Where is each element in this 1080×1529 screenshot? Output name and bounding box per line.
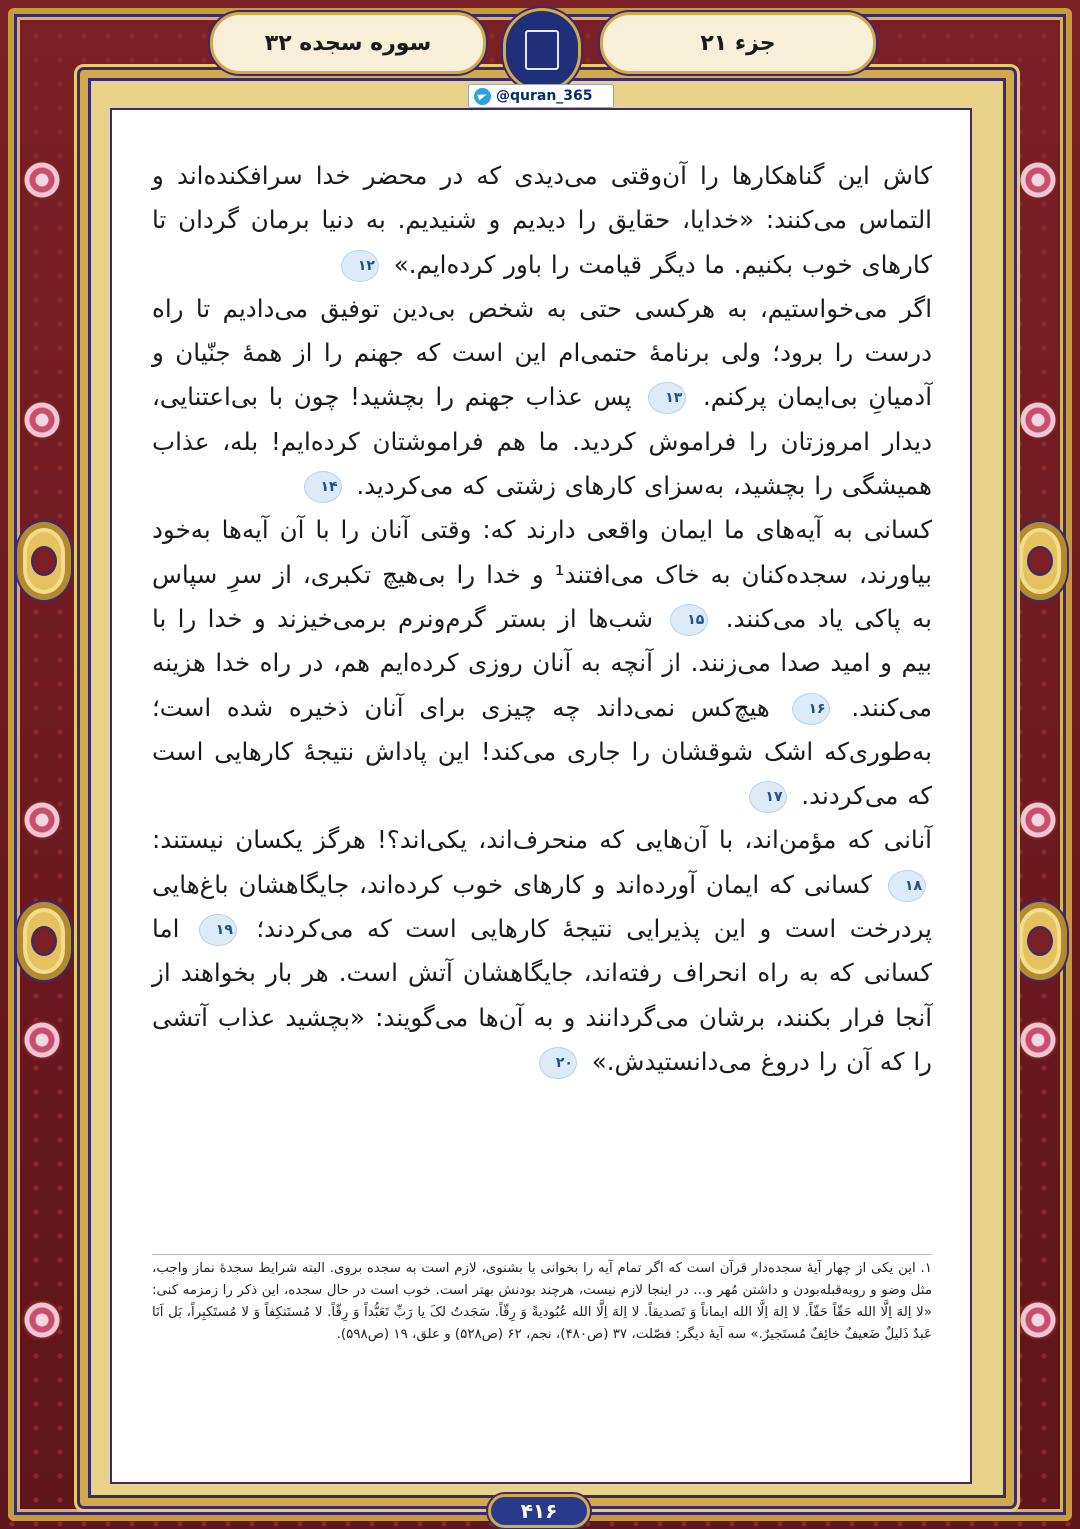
rosette-ornament: [22, 1300, 62, 1340]
verse-number: ۱۵: [670, 604, 708, 636]
verse-paragraph: [152, 508, 932, 818]
verse-text: کاش این گناهکارها را آن‌وقتی می‌دیدی که در محضر خدا سرافکنده‌اند و التماس می‌کنند: «خدایا، حقایق را دیدیم و شنیدیم. به دنیا برمان گردان تا کارهای خوب بکنیم. ما دیگر قیامت را باور کرده‌ایم.»: [152, 161, 932, 279]
verse-text: آنانی که مؤمن‌اند، با آن‌هایی که منحرف‌اند، یکی‌اند؟! هرگز یکسان نیستند:: [152, 825, 932, 855]
rosette-ornament: [1018, 1300, 1058, 1340]
rosette-ornament: [22, 400, 62, 440]
rosette-ornament: [1018, 800, 1058, 840]
page-number: ۴۱۶: [488, 1494, 590, 1528]
verse-text: شب‌ها از بستر گرم‌ونرم برمی‌خیزند و خدا را با بیم و امید صدا می‌زنند. از آنچه به آنان روزی کرده‌ایم هم، در راه خدا هزینه می‌کنند.: [152, 603, 932, 722]
verse-paragraph: [152, 287, 932, 508]
text-panel: [110, 108, 972, 1484]
verse-text: اگر می‌خواستیم، به هرکسی حتی به شخص بی‌دین توفیق می‌دادیم تا راه درست را برود؛ ولی برنامهٔ حتمی‌ام این است که جهنم را از همهٔ جنّیان و آدمیانِ بی‌ایمان پرکنم.: [152, 293, 932, 412]
verse-number: ۱۹: [199, 914, 237, 946]
medallion-ornament: [1011, 900, 1069, 982]
juz-cartouche: [600, 12, 876, 74]
verse-paragraph: [152, 818, 932, 1084]
medallion-ornament: [15, 900, 73, 982]
logo-icon: [525, 30, 559, 70]
medallion-ornament: [15, 520, 73, 602]
surah-cartouche: [210, 12, 486, 74]
footnote: ۱. این یکی از چهار آیهٔ سجده‌دار قرآن است که اگر تمام آیه را بخوانی یا بشنوی، لازم است به سجده بروی. البته شرایط سجدهٔ نماز واجب، مثل وضو و روبه‌قبله‌بودن و داشتن مُهر و... در اینجا لازم نیست، هرچند بودنش بهتر است. خوب است در حال سجده، این ذکر را زمزمه کنی: «لا اِلهَ اِلَّا الله حَقّاً حَقّاً. لا اِلهَ اِلَّا الله ایماناً وَ تَصدیقاً. لا اِلهَ اِلَّا الله عُبُودیةً وَ رِقّاً. سَجَدتُ لکَ یا رَبِّ تَعَبُّداً وَ رِقّاً. لا مُستَنکِفاً وَ لا مُستَکبِراً، بَل اَنَا عَبدٌ ذَلیلٌ ضَعیفٌ خائِفٌ مُستَجیرٌ.» سه آیهٔ دیگر: فصّلت، ۳۷ (ص۴۸۰)، نجم، ۶۲ (ص۵۲۸) و علق، ۱۹ (ص۵۹۸).: [152, 1261, 932, 1342]
verse-text: هیچ‌کس نمی‌داند چه چیزی برای آنان ذخیره شده است؛ به‌طوری‌که اشک شوقشان را جاری می‌کند! این پاداش نتیجهٔ کارهایی است که می‌کردند.: [152, 692, 932, 811]
medallion-ornament: [1011, 520, 1069, 602]
verse-number: ۱۳: [648, 382, 686, 414]
verse-number: ۱۴: [304, 471, 342, 503]
verse-text: اما کسانی که به راه انحراف رفته‌اند، جایگاهشان آتش است. هر بار بخواهند از آنجا فرار بکنند، برشان می‌گردانند و به آن‌ها می‌گویند: «بچشید عذاب آتشی را که آن را دروغ می‌دانستیدش.»: [152, 914, 932, 1076]
verse-text: پس عذاب جهنم را بچشید! چون با بی‌اعتنایی، دیدار امروزتان را فراموش کردید. ما هم فراموشتان کرده‌ایم! بله، عذاب همیشگی را بچشید، به‌سزای کارهای زشتی که می‌کردید.: [152, 382, 932, 501]
rosette-ornament: [1018, 1020, 1058, 1060]
verse-paragraph: [152, 154, 932, 287]
rosette-ornament: [22, 160, 62, 200]
telegram-badge[interactable]: [468, 84, 614, 108]
verses-text: [152, 154, 932, 1084]
footnote-divider: [152, 1254, 932, 1255]
verse-number: ۱۸: [888, 870, 926, 902]
juz-label: جزء ۲۱: [700, 30, 776, 56]
logo: [503, 8, 581, 92]
telegram-handle: @quran_365: [496, 88, 593, 104]
verse-number: ۱۷: [749, 781, 787, 813]
telegram-icon: [474, 88, 491, 105]
rosette-ornament: [1018, 160, 1058, 200]
verse-number: ۱۲: [341, 250, 379, 282]
verse-text: کسانی که ایمان آورده‌اند و کارهای خوب کرده‌اند، جایگاهشان باغ‌هایی پردرخت است و این پذیرایی نتیجهٔ کارهایی است که می‌کردند؛: [152, 869, 932, 944]
rosette-ornament: [22, 800, 62, 840]
verse-number: ۲۰: [539, 1047, 577, 1079]
surah-label: سوره سجده ۳۲: [264, 30, 432, 56]
verse-text: کسانی به آیه‌های ما ایمان واقعی دارند که: وقتی آنان را با آن آیه‌ها به‌خود بیاورند، سجده‌کنان به خاک می‌افتند¹ و خدا را بی‌هیچ تکبری، از سرِ سپاس به پاکی یاد می‌کنند.: [152, 515, 932, 633]
verse-number: ۱۶: [792, 693, 830, 725]
rosette-ornament: [1018, 400, 1058, 440]
rosette-ornament: [22, 1020, 62, 1060]
